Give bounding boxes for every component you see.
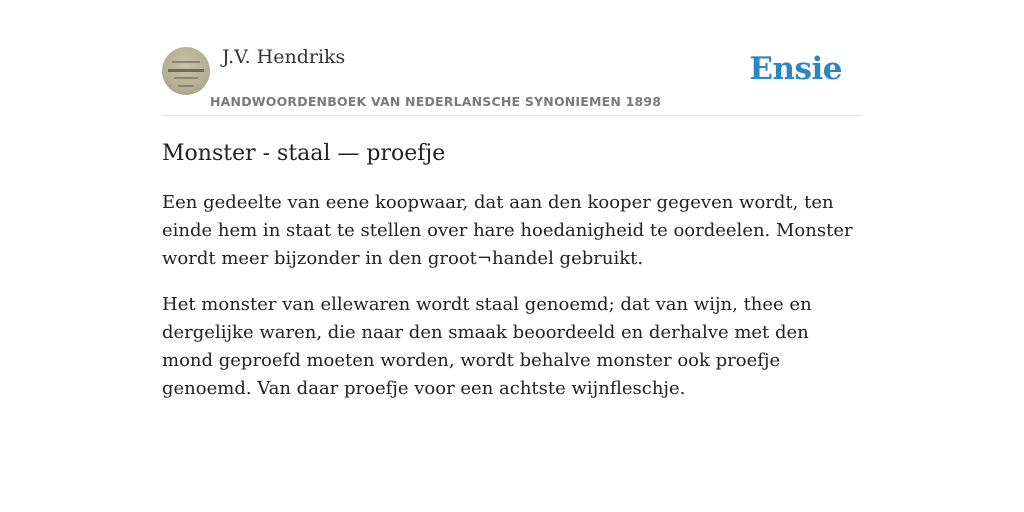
source-title[interactable]: HANDWOORDENBOEK VAN NEDERLANSCHE SYNONIEMEN 1898: [210, 94, 662, 109]
entry-card: [162, 40, 862, 403]
entry-paragraph: Het monster van ellewaren wordt staal genoemd; dat van wijn, thee en dergelijke waren, die naar den smaak beoordeeld en derhalve met den mond geproefd moeten worden, wordt behalve monster ook proefje genoemd. Van daar proefje voor een achtste wijnfleschje.: [162, 294, 812, 399]
entry-title: Monster - staal — proefje: [162, 141, 446, 166]
entry-header: [162, 40, 862, 116]
entry-paragraph: Een gedeelte van eene koopwaar, dat aan den kooper gegeven wordt, ten einde hem in staat te stellen over hare hoedanigheid te oordeelen. Monster wordt meer bijzonder in den groot¬handel gebruikt.: [162, 192, 853, 269]
ensie-logo[interactable]: Ensie: [749, 51, 842, 87]
book-cover-avatar-icon[interactable]: [162, 47, 210, 95]
author-name[interactable]: J.V. Hendriks: [222, 46, 346, 68]
